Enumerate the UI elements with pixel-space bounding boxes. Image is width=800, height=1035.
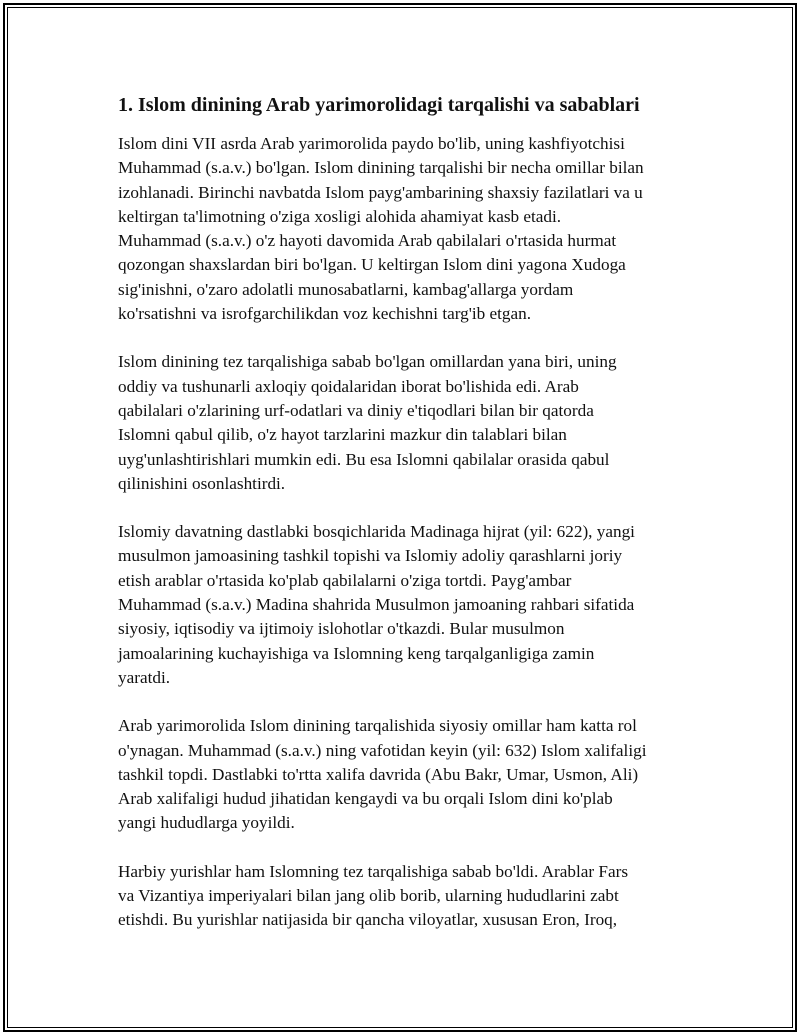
text-line: Islom dini VII asrda Arab yarimorolida paydo bo'lib, uning kashfiyotchisi xyxy=(118,134,625,153)
paragraph-4 xyxy=(118,714,678,835)
text-line: oddiy va tushunarli axloqiy qoidalaridan iborat bo'lishida edi. Arab xyxy=(118,376,579,396)
paragraph-3 xyxy=(118,520,678,690)
text-line: Harbiy yurishlar ham Islomning tez tarqalishiga sabab bo'ldi. Arablar Fars xyxy=(118,861,629,881)
text-line: musulmon jamoasining tashkil topishi va Islomiy adoliy qarashlarni joriy xyxy=(118,546,623,566)
document-body xyxy=(118,92,678,957)
text-line: jamoalarining kuchayishiga va Islomning keng tarqalganligiga zamin xyxy=(118,643,595,663)
text-line: Arab yarimorolida Islom dinining tarqalishida siyosiy omillar ham katta rol xyxy=(118,716,637,736)
text-line: Muhammad (s.a.v.) Madina shahrida Musulmon jamoaning rahbari sifatida xyxy=(118,595,635,615)
text-line: Muhammad (s.a.v.) o'z hayoti davomida Arab qabilalari o'rtasida hurmat xyxy=(118,231,617,251)
text-line: qilinishini osonlashtirdi. xyxy=(118,473,286,493)
text-line: sig'inishni, o'zaro adolatli munosabatlarni, kambag'allarga yordam xyxy=(118,279,574,299)
text-line: etish arablar o'rtasida ko'plab qabilalarni o'ziga tortdi. Payg'ambar xyxy=(118,570,572,590)
text-line: yaratdi. xyxy=(118,667,171,687)
text-line: Muhammad (s.a.v.) bo'lgan. Islom dinining tarqalishi bir necha omillar bilan xyxy=(118,158,644,178)
paragraph-5 xyxy=(118,860,678,933)
text-line: Islomni qabul qilib, o'z hayot tarzlarini mazkur din talablari bilan xyxy=(118,425,567,445)
paragraph-2 xyxy=(118,350,678,496)
text-line: Islom dinining tez tarqalishiga sabab bo'lgan omillardan yana biri, uning xyxy=(118,352,617,372)
text-line: qozongan shaxslardan biri bo'lgan. U keltirgan Islom dini yagona Xudoga xyxy=(118,255,626,275)
text-line: o'ynagan. Muhammad (s.a.v.) ning vafotidan keyin (yil: 632) Islom xalifaligi xyxy=(118,740,647,760)
paragraph-1 xyxy=(118,132,678,326)
text-line: etishdi. Bu yurishlar natijasida bir qancha viloyatlar, xususan Eron, Iroq, xyxy=(118,910,618,930)
text-line: tashkil topdi. Dastlabki to'rtta xalifa davrida (Abu Bakr, Umar, Usmon, Ali) xyxy=(118,764,639,784)
text-line: siyosiy, iqtisodiy va ijtimoiy islohotlar o'tkazdi. Bular musulmon xyxy=(118,619,565,639)
text-line: uyg'unlashtirishlari mumkin edi. Bu esa Islomni qabilalar orasida qabul xyxy=(118,449,610,469)
text-line: ko'rsatishni va isrofgarchilikdan voz kechishni targ'ib etgan. xyxy=(118,304,532,324)
text-line: keltirgan ta'limotning o'ziga xosligi alohida ahamiyat kasb etadi. xyxy=(118,206,562,226)
text-line: yangi hududlarga yoyildi. xyxy=(118,813,295,833)
text-line: Islomiy davatning dastlabki bosqichlarida Madinaga hijrat (yil: 622), yangi xyxy=(118,522,635,542)
text-line: va Vizantiya imperiyalari bilan jang olib borib, ularning hududlarini zabt xyxy=(118,886,619,906)
section-heading: 1. Islom dinining Arab yarimorolidagi tarqalishi va sabablari xyxy=(118,94,640,116)
text-line: Arab xalifaligi hudud jihatidan kengaydi va bu orqali Islom dini ko'plab xyxy=(118,789,613,809)
text-line: qabilalari o'zlarining urf-odatlari va diniy e'tiqodlari bilan bir qatorda xyxy=(118,400,594,420)
text-line: izohlanadi. Birinchi navbatda Islom payg'ambarining shaxsiy fazilatlari va u xyxy=(118,182,643,202)
